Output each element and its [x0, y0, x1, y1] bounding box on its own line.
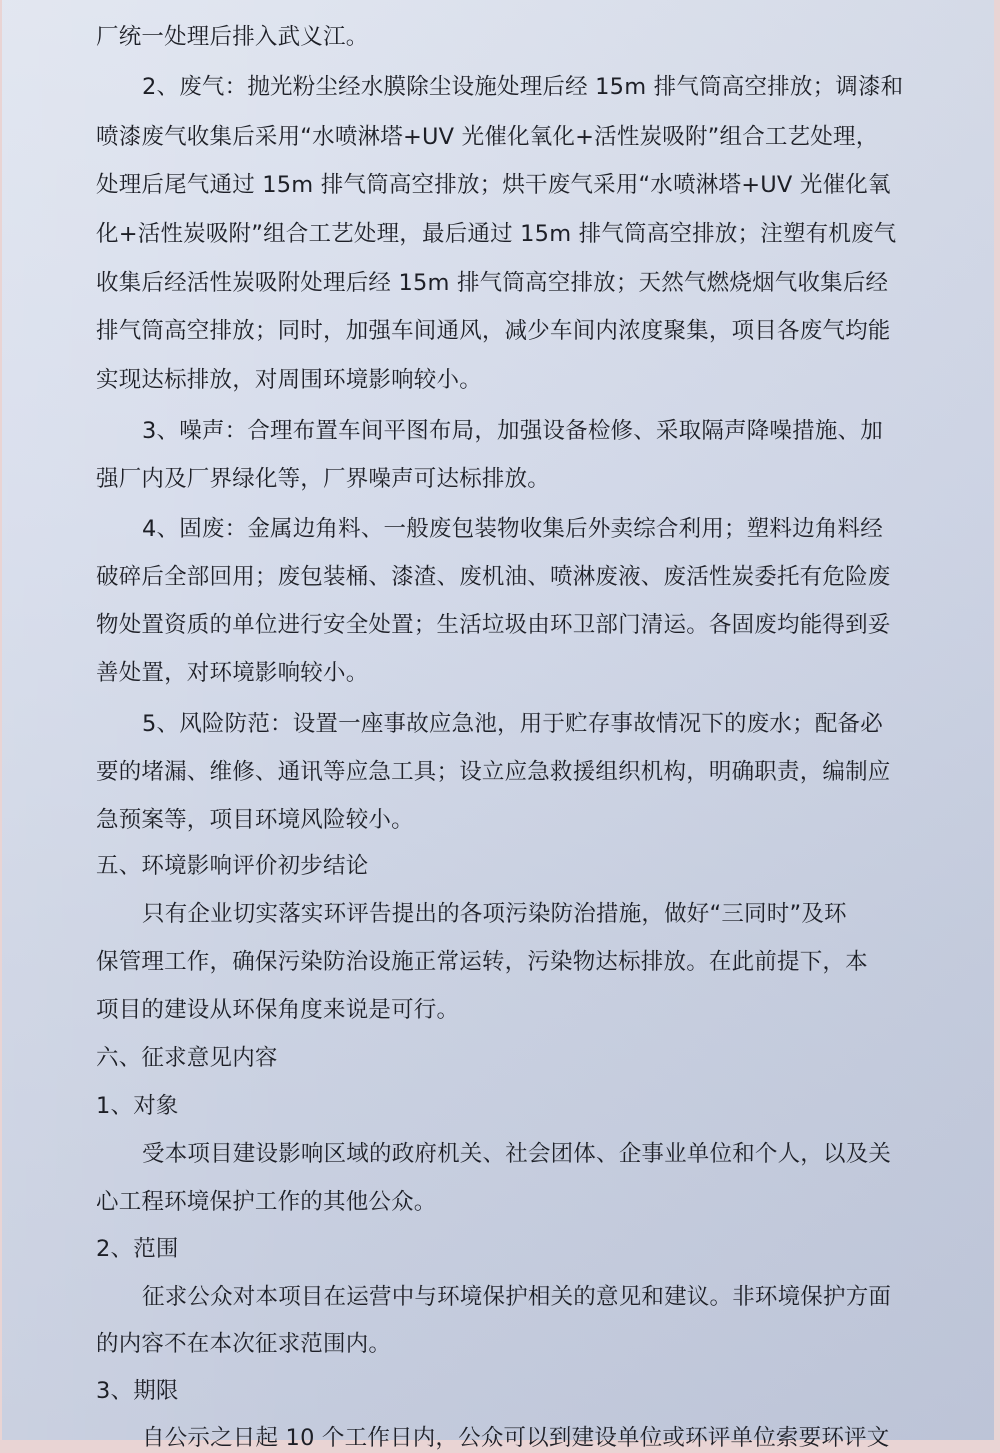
body-text-line: 处理后尾气通过 15m 排气筒高空排放；烘干废气采用“水喷淋塔+UV 光催化氧 [96, 172, 891, 198]
body-text-line: 项目的建设从环保角度来说是可行。 [96, 997, 460, 1023]
document-page [2, 0, 994, 1451]
body-text-line: 急预案等，项目环境风险较小。 [96, 807, 414, 833]
body-text-line: 实现达标排放，对周围环境影响较小。 [96, 367, 482, 393]
body-text-line: 喷漆废气收集后采用“水喷淋塔+UV 光催化氧化+活性炭吸附”组合工艺处理， [96, 124, 879, 150]
paragraph-solid-waste: 4、固废：金属边角料、一般废包装物收集后外卖综合利用；塑料边角料经 [142, 516, 883, 542]
section-heading-consultation: 六、征求意见内容 [96, 1045, 278, 1071]
body-text-line: 善处置，对环境影响较小。 [96, 660, 369, 686]
subheading-scope: 2、范围 [96, 1236, 179, 1262]
paragraph-target: 受本项目建设影响区域的政府机关、社会团体、企事业单位和个人，以及关 [142, 1141, 892, 1167]
body-text-line: 化+活性炭吸附”组合工艺处理，最后通过 15m 排气筒高空排放；注塑有机废气 [96, 221, 897, 247]
paragraph-risk-prevention: 5、风险防范：设置一座事故应急池，用于贮存事故情况下的废水；配备必 [142, 711, 883, 737]
body-text-line: 保管理工作，确保污染防治设施正常运转，污染物达标排放。在此前提下，本 [96, 949, 868, 975]
body-text-line: 要的堵漏、维修、通讯等应急工具；设立应急救援组织机构，明确职责，编制应 [96, 759, 891, 785]
body-text-line: 心工程环境保护工作的其他公众。 [96, 1189, 437, 1215]
section-heading-conclusion: 五、环境影响评价初步结论 [96, 853, 369, 879]
paragraph-waste-gas: 2、废气：抛光粉尘经水膜除尘设施处理后经 15m 排气筒高空排放；调漆和 [142, 74, 904, 100]
paragraph-period: 自公示之日起 10 个工作日内，公众可以到建设单位或环评单位索要环评文 [142, 1425, 890, 1451]
body-text-line: 厂统一处理后排入武义江。 [96, 24, 369, 50]
body-text-line: 排气筒高空排放；同时，加强车间通风，减少车间内浓度聚集，项目各废气均能 [96, 318, 891, 344]
body-text-line: 强厂内及厂界绿化等，厂界噪声可达标排放。 [96, 466, 551, 492]
body-text-line: 的内容不在本次征求范围内。 [96, 1331, 392, 1357]
subheading-period: 3、期限 [96, 1378, 179, 1404]
paragraph-conclusion: 只有企业切实落实环评告提出的各项污染防治措施，做好“三同时”及环 [142, 901, 847, 927]
body-text-line: 物处置资质的单位进行安全处置；生活垃圾由环卫部门清运。各固废均能得到妥 [96, 612, 891, 638]
paragraph-noise: 3、噪声：合理布置车间平图布局，加强设备检修、采取隔声降噪措施、加 [142, 418, 883, 444]
body-text-line: 收集后经活性炭吸附处理后经 15m 排气筒高空排放；天然气燃烧烟气收集后经 [96, 270, 889, 296]
paragraph-scope: 征求公众对本项目在运营中与环境保护相关的意见和建议。非环境保护方面 [142, 1284, 892, 1310]
subheading-target: 1、对象 [96, 1093, 179, 1119]
body-text-line: 破碎后全部回用；废包装桶、漆渣、废机油、喷淋废液、废活性炭委托有危险废 [96, 564, 891, 590]
